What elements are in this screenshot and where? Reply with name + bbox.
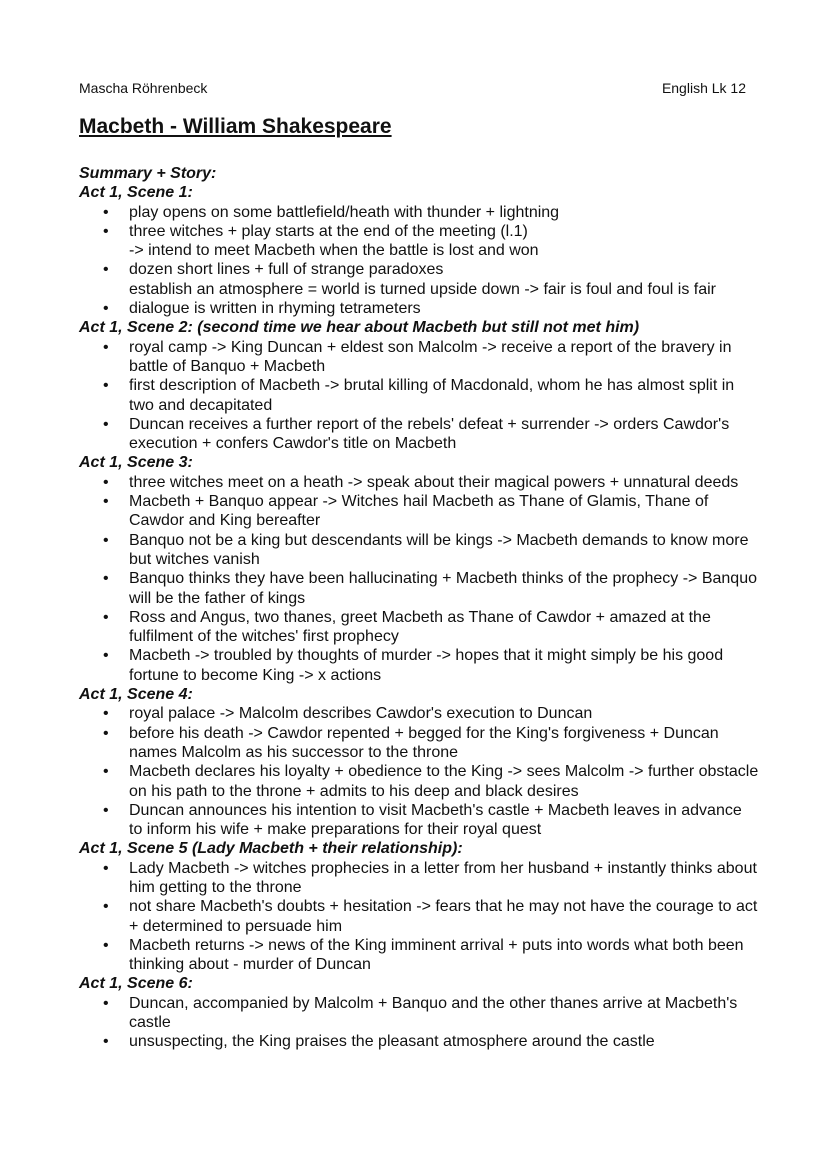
scene-heading: Act 1, Scene 4: bbox=[79, 686, 193, 704]
bullet-item: • Duncan, accompanied by Malcolm + Banquo and the other thanes arrive at Macbeth's castle bbox=[79, 994, 759, 1033]
bullet-item: • Banquo thinks they have been hallucinating + Macbeth thinks of the prophecy -> Banquo will be the father of kings bbox=[79, 569, 759, 608]
bullet-list bbox=[79, 203, 759, 319]
bullet-item: • dialogue is written in rhyming tetrameters bbox=[79, 299, 759, 318]
bullet-item: • Macbeth -> troubled by thoughts of murder -> hopes that it might simply be his good fortune to become King -> x actions bbox=[79, 646, 759, 685]
scene-section bbox=[79, 839, 759, 974]
scene-heading: Act 1, Scene 5 (Lady Macbeth + their relationship): bbox=[79, 840, 463, 858]
scene-heading: Act 1, Scene 6: bbox=[79, 975, 193, 993]
bullet-item: • royal camp -> King Duncan + eldest son Malcolm -> receive a report of the bravery in battle of Banquo + Macbeth bbox=[79, 338, 759, 377]
bullet-item: • Macbeth + Banquo appear -> Witches hail Macbeth as Thane of Glamis, Thane of Cawdor and King bereafter bbox=[79, 492, 759, 531]
bullet-item: • Macbeth declares his loyalty + obedience to the King -> sees Malcolm -> further obstacle on his path to the throne + admits to his deep and black desires bbox=[79, 762, 759, 801]
summary-heading: Summary + Story: bbox=[79, 165, 217, 182]
scene-section bbox=[79, 974, 759, 1051]
bullet-list bbox=[79, 338, 759, 454]
bullet-item: • first description of Macbeth -> brutal killing of Macdonald, whom he has almost split in two and decapitated bbox=[79, 376, 759, 415]
scene-heading: Act 1, Scene 1: bbox=[79, 184, 193, 202]
bullet-item: • before his death -> Cawdor repented + begged for the King's forgiveness + Duncan names Malcolm as his successor to the throne bbox=[79, 724, 759, 763]
bullet-item: • three witches meet on a heath -> speak about their magical powers + unnatural deeds bbox=[79, 473, 759, 492]
bullet-item: • Duncan receives a further report of the rebels' defeat + surrender -> orders Cawdor's execution + confers Cawdor's title on Macbeth bbox=[79, 415, 759, 454]
bullet-list bbox=[79, 859, 759, 975]
scene-section bbox=[79, 685, 759, 839]
scene-heading: Act 1, Scene 3: bbox=[79, 454, 193, 472]
bullet-item: • dozen short lines + full of strange paradoxes establish an atmosphere = world is turned upside down -> fair is foul and foul is fair bbox=[79, 260, 759, 299]
document-title: Macbeth - William Shakespeare bbox=[79, 115, 392, 138]
bullet-list bbox=[79, 994, 759, 1052]
bullet-item: • Macbeth returns -> news of the King imminent arrival + puts into words what both been thinking about - murder of Duncan bbox=[79, 936, 759, 975]
bullet-item: • Duncan announces his intention to visit Macbeth's castle + Macbeth leaves in advance to inform his wife + make preparations for their royal quest bbox=[79, 801, 759, 840]
bullet-item: • unsuspecting, the King praises the pleasant atmosphere around the castle bbox=[79, 1032, 759, 1051]
bullet-item: • royal palace -> Malcolm describes Cawdor's execution to Duncan bbox=[79, 704, 759, 723]
author-name: Mascha Röhrenbeck bbox=[79, 80, 208, 96]
page-header bbox=[79, 79, 746, 97]
bullet-item: • play opens on some battlefield/heath with thunder + lightning bbox=[79, 203, 759, 222]
scene-heading: Act 1, Scene 2: (second time we hear about Macbeth but still not met him) bbox=[79, 319, 640, 337]
bullet-item: • three witches + play starts at the end of the meeting (l.1) -> intend to meet Macbeth when the battle is lost and won bbox=[79, 222, 759, 261]
bullet-item: • Banquo not be a king but descendants will be kings -> Macbeth demands to know more but witches vanish bbox=[79, 531, 759, 570]
course-name: English Lk 12 bbox=[661, 80, 746, 96]
sections-container bbox=[79, 183, 759, 1051]
bullet-item: • not share Macbeth's doubts + hesitation -> fears that he may not have the courage to act + determined to persuade him bbox=[79, 897, 759, 936]
bullet-item: • Lady Macbeth -> witches prophecies in a letter from her husband + instantly thinks about him getting to the throne bbox=[79, 859, 759, 898]
bullet-item: • Ross and Angus, two thanes, greet Macbeth as Thane of Cawdor + amazed at the fulfilment of the witches' first prophecy bbox=[79, 608, 759, 647]
document-body bbox=[79, 164, 759, 1052]
scene-section bbox=[79, 183, 759, 318]
bullet-list bbox=[79, 473, 759, 685]
bullet-list bbox=[79, 704, 759, 839]
scene-section bbox=[79, 318, 759, 453]
scene-section bbox=[79, 453, 759, 685]
